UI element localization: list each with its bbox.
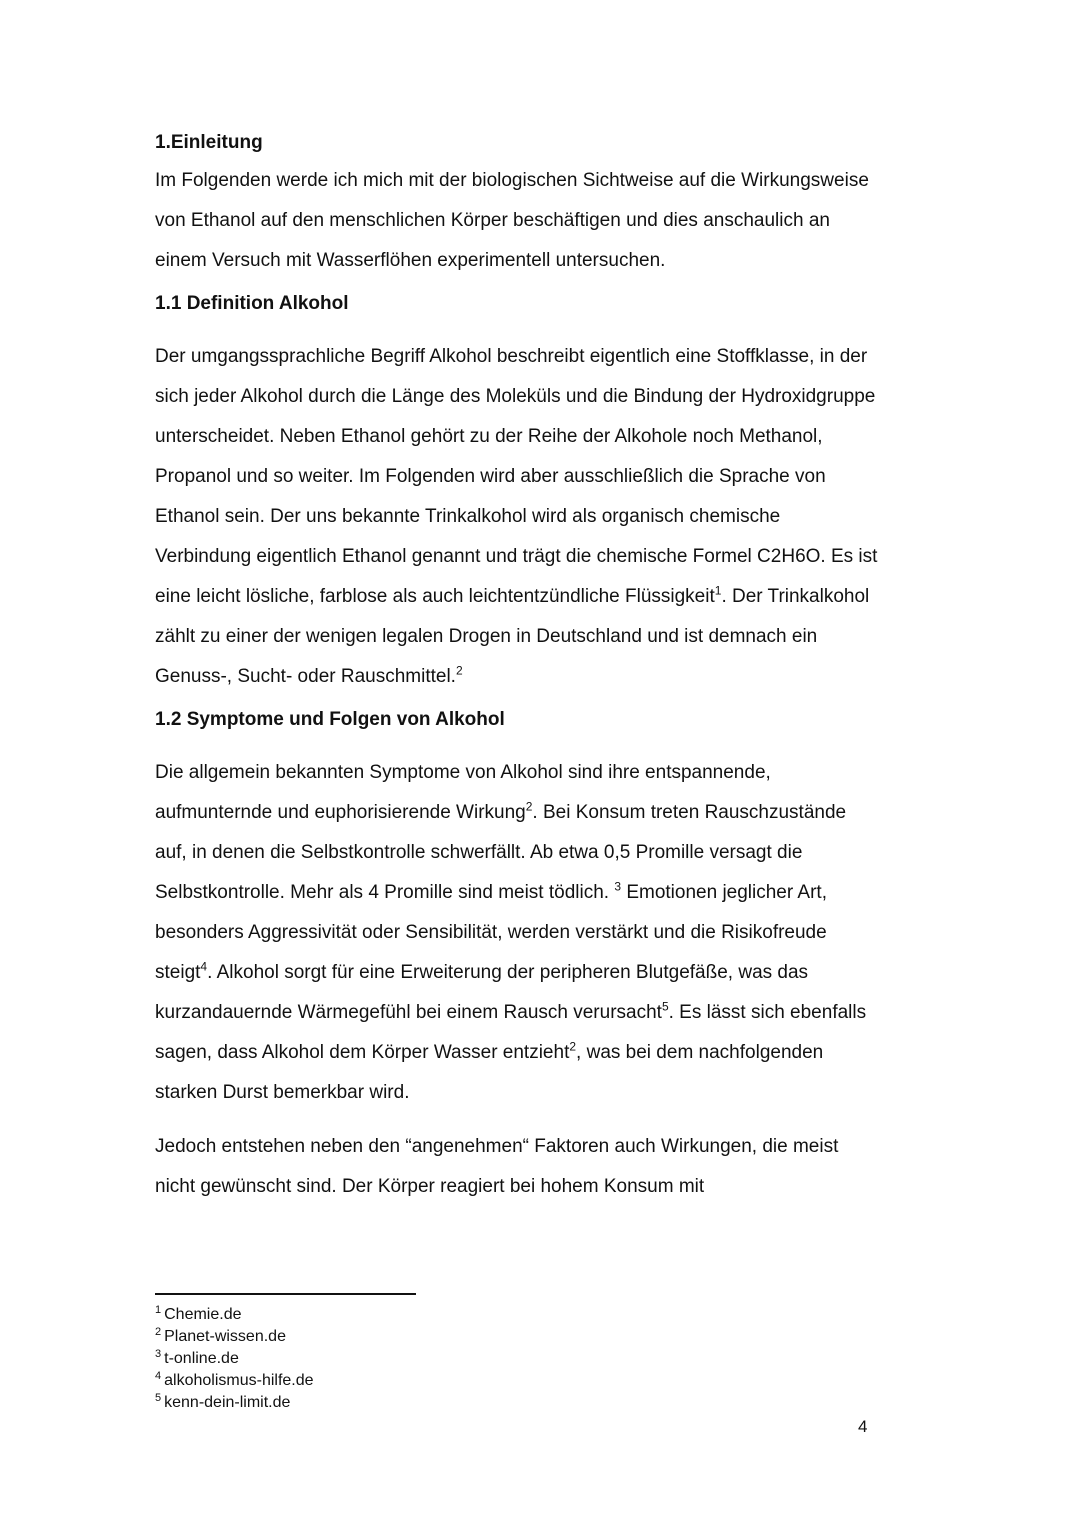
- definition-paragraph: [155, 337, 880, 697]
- footnote-number: 1: [155, 1303, 162, 1316]
- footnote-ref: 3: [614, 879, 622, 894]
- footnote-text: Chemie.de: [164, 1306, 242, 1323]
- footnote-ref: 4: [200, 959, 208, 974]
- symptoms-text-3: Emotionen jeglicher Art, besonders Aggressivität oder Sensibilität, werden verstärkt und die Risikofreude steigt: [155, 882, 827, 983]
- page-number: 4: [858, 1417, 868, 1436]
- footnote-ref: 2: [569, 1039, 577, 1054]
- symptoms-heading: 1.2 Symptome und Folgen von Alkohol: [155, 709, 505, 730]
- footnote-item: [155, 1326, 655, 1348]
- consequences-paragraph: [155, 1127, 880, 1207]
- footnotes: [155, 1304, 655, 1414]
- footnote-text: Planet-wissen.de: [164, 1328, 286, 1345]
- footnote-ref: 5: [661, 999, 669, 1014]
- footnote-item: [155, 1370, 655, 1392]
- main-text: [155, 128, 880, 1207]
- footnote-number: 4: [155, 1369, 162, 1382]
- symptoms-text-4: . Alkohol sorgt für eine Erweiterung der peripheren Blutgefäße, was das kurzandauernde Wärmegefühl bei einem Rausch verursacht: [155, 962, 809, 1023]
- footnote-item: [155, 1304, 655, 1326]
- symptoms-text-5: . Es lässt sich ebenfalls sagen, dass Alkohol dem Körper Wasser entzieht: [155, 1002, 867, 1063]
- intro-heading: 1.Einleitung: [155, 132, 263, 153]
- footnote-item: [155, 1392, 655, 1414]
- symptoms-text-2: . Bei Konsum treten Rauschzustände auf, in denen die Selbstkontrolle schwerfällt. Ab etwa 0,5 Promille versagt die Selbstkontrolle. Mehr als 4 Promille sind meist tödlich.: [155, 802, 847, 903]
- intro-text: Im Folgenden werde ich mich mit der biologischen Sichtweise auf die Wirkungsweise von Ethanol auf den menschlichen Körper beschäftigen und dies anschaulich an einem Versuch mit Wasserflöhen experimentell untersuchen.: [155, 170, 869, 271]
- definition-heading: 1.1 Definition Alkohol: [155, 293, 349, 314]
- footnote-text: alkoholismus-hilfe.de: [164, 1372, 314, 1389]
- footnote-separator: [155, 1293, 416, 1295]
- intro-paragraph: [155, 161, 880, 281]
- definition-text-2: . Der Trinkalkohol zählt zu einer der wenigen legalen Drogen in Deutschland und ist demnach ein Genuss-, Sucht- oder Rauschmittel.: [155, 586, 870, 687]
- symptoms-paragraph: [155, 753, 880, 1113]
- footnote-number: 2: [155, 1325, 162, 1338]
- consequences-text: Jedoch entstehen neben den “angenehmen“ Faktoren auch Wirkungen, die meist nicht gewünscht sind. Der Körper reagiert bei hohem Konsum mit: [155, 1136, 839, 1197]
- symptoms-text-6: , was bei dem nachfolgenden starken Durst bemerkbar wird.: [155, 1042, 824, 1103]
- footnote-number: 5: [155, 1391, 162, 1404]
- footnote-item: [155, 1348, 655, 1370]
- definition-text-1: Der umgangssprachliche Begriff Alkohol beschreibt eigentlich eine Stoffklasse, in der sich jeder Alkohol durch die Länge des Moleküls und die Bindung der Hydroxidgruppe unterscheidet. Neben Ethanol gehört zu der Reihe der Alkohole noch Methanol, Propanol und so weiter. Im Folgenden wird aber ausschließlich die Sprache von Ethanol sein. Der uns bekannte Trinkalkohol wird als organisch chemische Verbindung eigentlich Ethanol genannt und trägt die chemische Formel C2H6O. Es ist eine leicht lösliche, farblose als auch leichtentzündliche Flüssigkeit: [155, 346, 878, 607]
- footnote-text: t-online.de: [164, 1350, 239, 1367]
- footnote-ref: 2: [455, 663, 463, 678]
- symptoms-text-1: Die allgemein bekannten Symptome von Alkohol sind ihre entspannende, aufmunternde und euphorisierende Wirkung: [155, 762, 771, 823]
- footnote-ref: 2: [525, 799, 533, 814]
- footnote-ref: 1: [714, 583, 722, 598]
- footnote-number: 3: [155, 1347, 162, 1360]
- footnote-text: kenn-dein-limit.de: [164, 1394, 291, 1411]
